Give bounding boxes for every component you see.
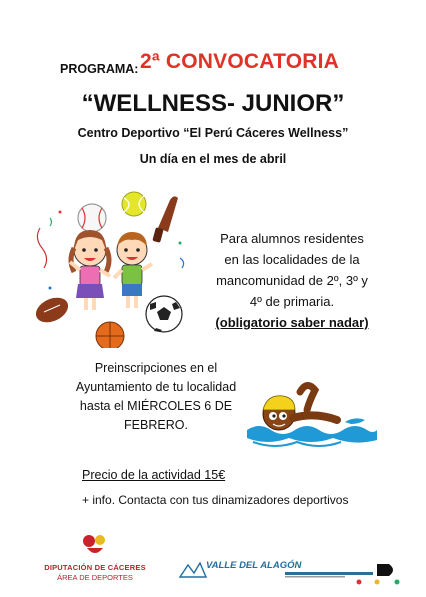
- partner-d-logo-icon: [377, 564, 393, 576]
- diputacion-emblem-icon: [81, 532, 109, 558]
- kids-sports-illustration: [30, 188, 205, 348]
- boy-character-icon: [114, 232, 152, 308]
- prereg-line: Preinscripciones en el: [94, 361, 218, 375]
- swimmer-illustration: [245, 380, 380, 450]
- soccer-ball-icon: [146, 296, 182, 332]
- partner-logos: [285, 560, 410, 588]
- prereg-line: Ayuntamiento de tu localidad: [75, 380, 237, 394]
- girl-character-icon: [70, 230, 110, 310]
- diputacion-logo: [40, 532, 150, 582]
- tennis-ball-icon: [122, 192, 146, 216]
- more-info-text: + info. Contacta con tus dinamizadores deportivos: [82, 493, 349, 507]
- swimmer-icon: [263, 385, 337, 430]
- valle-mountains-icon: [178, 555, 208, 581]
- diputacion-name: DIPUTACIÓN DE CÁCERES: [44, 563, 146, 572]
- rugby-ball-icon: [32, 293, 72, 327]
- baseball-bat-icon: [152, 196, 178, 242]
- date-line: Un día en el mes de abril: [139, 152, 287, 166]
- prereg-line: FEBRERO.: [124, 418, 188, 432]
- activity-price: Precio de la actividad 15€: [82, 468, 226, 482]
- main-title: “WELLNESS- JUNIOR”: [81, 90, 345, 117]
- diputacion-area: ÁREA DE DEPORTES: [57, 573, 133, 582]
- audience-text: [212, 228, 372, 333]
- audience-line: en las localidades de la: [224, 252, 360, 267]
- prereg-line: hasta el MIÉRCOLES 6 DE: [79, 399, 233, 413]
- convocatoria-heading: 2ª CONVOCATORIA: [140, 50, 340, 73]
- swimming-requirement: (obligatorio saber nadar): [215, 315, 369, 330]
- audience-line: mancomunidad de 2º, 3º y: [216, 273, 368, 288]
- venue-subtitle: Centro Deportivo “El Perú Cáceres Wellness”: [77, 126, 349, 140]
- preregistration-text: [66, 359, 246, 435]
- programa-label: PROGRAMA:: [60, 62, 139, 76]
- audience-line: 4º de primaria.: [249, 294, 335, 309]
- audience-line: Para alumnos residentes: [220, 231, 364, 246]
- valle-del-alagon-logo: VALLE DEL ALAGÓN: [206, 560, 302, 571]
- baseball-icon: [78, 204, 106, 232]
- basketball-icon: [96, 322, 124, 348]
